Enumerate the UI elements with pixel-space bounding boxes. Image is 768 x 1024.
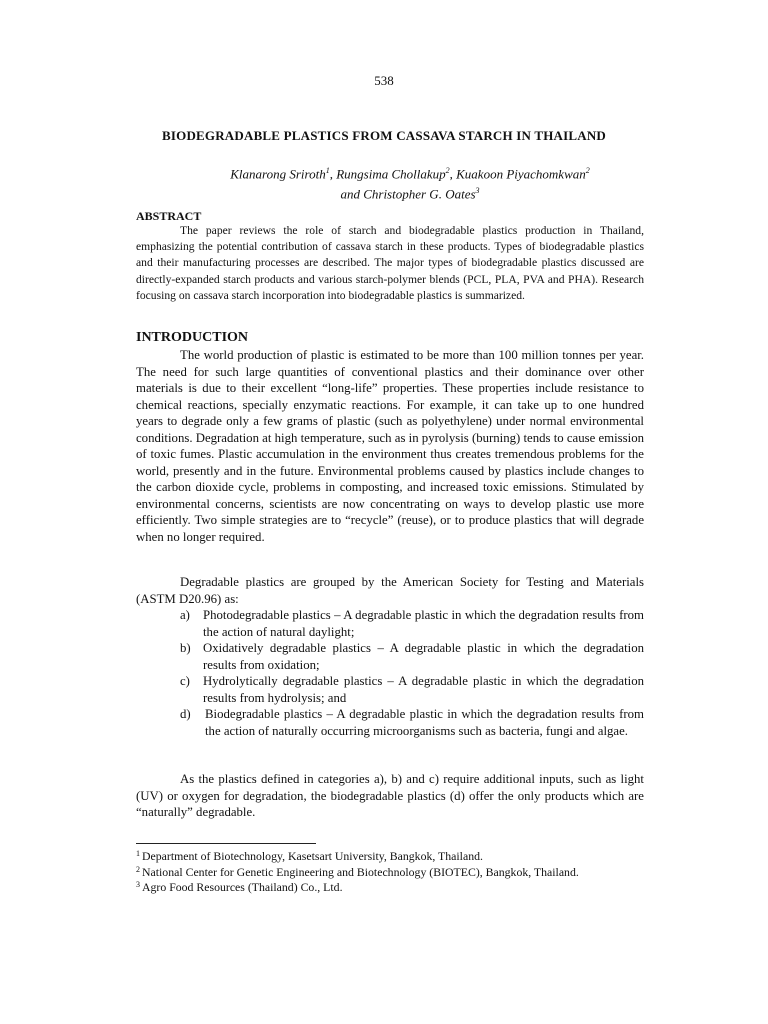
footnote bbox=[136, 880, 696, 896]
author-name: Kuakoon Piyachomkwan bbox=[456, 166, 586, 182]
author-affiliation-mark: 2 bbox=[585, 166, 590, 175]
footnote bbox=[136, 865, 696, 881]
list-item-label: a) bbox=[180, 608, 190, 622]
page-number: 538 bbox=[374, 73, 394, 88]
footnote-number: 3 bbox=[136, 880, 140, 889]
author-list bbox=[210, 162, 610, 203]
author-affiliation-mark: 1 bbox=[325, 166, 330, 175]
list-item-label: d) bbox=[180, 707, 191, 721]
author-name: Christopher G. Oates bbox=[363, 186, 476, 202]
author-line-2 bbox=[210, 182, 610, 202]
abstract-text: The paper reviews the role of starch and biodegradable plastics production in Thailand, emphasizing the potential contribution of cassava starch in these products. Types of biodegradable plastics and their manufacturing processes are described. The major types of biodegradable plastics discussed are directly-expanded starch products and various starch-polymer blends (PCL, PLA, PVA and PHA). Research focusing on cassava starch incorporation into biodegradable plastics is summarized. bbox=[136, 224, 644, 302]
introduction-paragraph-3: As the plastics defined in categories a), b) and c) require additional inputs, such as light (UV) or oxygen for degradation, the biodegradable plastics (d) offer the only products which are “naturally” degradable. bbox=[136, 772, 644, 819]
footnote bbox=[136, 849, 696, 865]
author-separator: , bbox=[329, 166, 337, 182]
list-item bbox=[136, 607, 644, 640]
footnote-number: 1 bbox=[136, 849, 140, 858]
list-item-label: c) bbox=[180, 674, 190, 688]
list-item-text: Oxidatively degradable plastics – A degradable plastic in which the degradation results from oxidation; bbox=[203, 641, 644, 672]
footnote-text: Department of Biotechnology, Kasetsart University, Bangkok, Thailand. bbox=[142, 849, 483, 863]
list-item bbox=[136, 640, 644, 673]
list-item bbox=[136, 673, 644, 706]
introduction-heading: INTRODUCTION bbox=[136, 330, 249, 345]
footnote-divider bbox=[136, 843, 316, 844]
author-affiliation-mark: 3 bbox=[475, 186, 480, 196]
degradable-plastics-list bbox=[136, 607, 644, 739]
abstract-heading: ABSTRACT bbox=[136, 209, 202, 223]
introduction-paragraph-1: The world production of plastic is estimated to be more than 100 million tonnes per year. The need for such large quantities of conventional plastics and their dominance over other materials is due to their excellent “long-life” properties. These properties include resistance to chemical reactions, specially enzymatic reactions. For example, it can take up to one hundred years to degrade only a few grams of plastic (such as polyethylene) under normal environmental conditions. Degradation at high temperature, such as in pyrolysis (burning) tends to cause emission of toxic fumes. Plastic accumulation in the environment thus creates tremendous problems for the world, presently and in the future. Environmental problems caused by plastics include changes to the carbon dioxide cycle, problems in composting, and increased toxic emissions. Stimulated by environmental concerns, scientists are now concentrating on ways to develop plastic use more efficiently. Two simple strategies are to “recycle” (reuse), or to produce plastics that will degrade when no longer required. bbox=[136, 348, 644, 544]
footnote-text: Agro Food Resources (Thailand) Co., Ltd. bbox=[142, 880, 343, 894]
footnote-text: National Center for Genetic Engineering and Biotechnology (BIOTEC), Bangkok, Thailand. bbox=[142, 864, 579, 879]
author-conjunction: and bbox=[340, 186, 364, 202]
author-affiliation-mark: 2 bbox=[445, 166, 450, 175]
list-item-text: Biodegradable plastics – A degradable plastic in which the degradation results from the action of naturally occurring microorganisms such as bacteria, fungi and algae. bbox=[205, 707, 644, 738]
list-item bbox=[136, 706, 644, 739]
introduction-paragraph-2 bbox=[136, 574, 644, 739]
list-item-text: Hydrolytically degradable plastics – A degradable plastic in which the degradation results from hydrolysis; and bbox=[203, 674, 644, 705]
author-line-1 bbox=[210, 162, 610, 182]
author-separator: , bbox=[449, 166, 457, 182]
paragraph-text: Degradable plastics are grouped by the American Society for Testing and Materials (ASTM D20.96) as: bbox=[136, 575, 644, 606]
author-name: Klanarong Sriroth bbox=[230, 166, 326, 182]
list-item-text: Photodegradable plastics – A degradable plastic in which the degradation results from the action of natural daylight; bbox=[203, 608, 644, 639]
footnote-number: 2 bbox=[136, 864, 140, 874]
author-name: Rungsima Chollakup bbox=[336, 166, 446, 182]
footnotes bbox=[136, 849, 696, 896]
paper-title: BIODEGRADABLE PLASTICS FROM CASSAVA STARCH IN THAILAND bbox=[162, 128, 606, 143]
list-item-label: b) bbox=[180, 641, 191, 655]
